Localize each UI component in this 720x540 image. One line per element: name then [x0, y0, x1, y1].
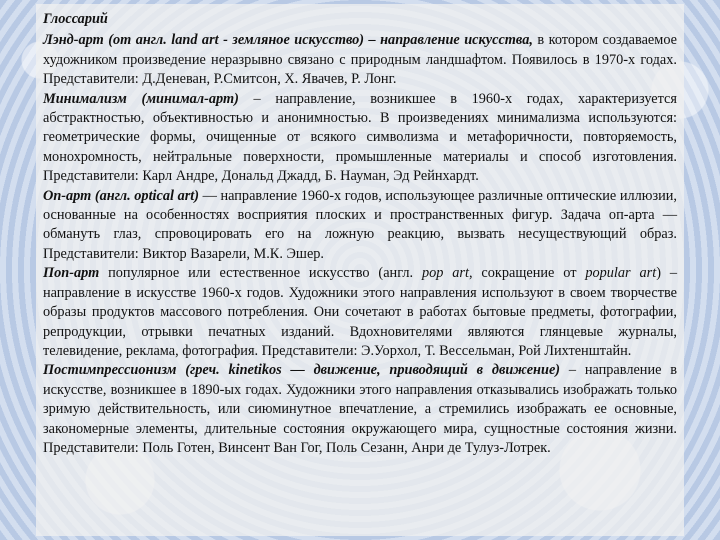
- glossary-panel: [36, 4, 684, 536]
- entry-land-art: [43, 31, 677, 89]
- page-title: Глоссарий: [43, 11, 108, 27]
- pop-art-english: pop art: [421, 265, 469, 282]
- definition-op-art: — направление 1960-х годов, использующее различные оптические иллюзии, основанные на особенностях восприятия плоских и пространственных фигур. Задача оп-арта — обмануть глаз, спровоцировать его на ложную реакцию, вызвать несуществующий образ. Представители: Виктор Вазарели, М.К. Эшер.: [43, 187, 677, 262]
- definition-minimalism: – направление, возникшее в 1960-х годах, характеризуется абстрактностью, объективностью и анонимностью. В произведениях минимализма используются: геометрические формы, очищенные от всякого символизма и метафоричности, повторяемость, монохромность, нейтральные поверхности, промышленные материалы и способ изготовления. Представители: Карл Андре, Дональд Джадд, Б. Науман, Эд Рейнхардт.: [43, 90, 677, 185]
- definition-land-art: в котором создаваемое художником произведение неразрывно связано с природным ландшафтом. Появилось в 1970-х годах. Представители: Д.Деневан, Р.Смитсон, Х. Явачев, Р. Лонг.: [43, 32, 677, 88]
- term-post-impressionism: Постимпрессионизм (греч. kinetikos — движение, приводящий в движение): [43, 362, 561, 379]
- entry-op-art: [43, 187, 677, 265]
- definition-post-impressionism: – направление в искусстве, возникшее в 1890-ых годах. Художники этого направления отказывались изображать только зримую действительность, или сиюминутное впечатление, а стремились изображать ее основные, закономерные элементы, длительные состояния окружающего мира, сущностные состояния жизни. Представители: Поль Готен, Винсент Ван Гог, Поль Сезанн, Анри де Тулуз-Лотрек.: [43, 362, 678, 456]
- term-op-art: Оп-арт (англ. optical art): [43, 187, 200, 204]
- term-land-art: Лэнд-арт (от англ. land art - земляное искусство) – направление искусства,: [43, 32, 533, 49]
- popular-art-english: popular art: [585, 265, 657, 282]
- term-minimalism: Минимализм (минимал-арт): [43, 90, 239, 107]
- entry-minimalism: [43, 90, 677, 187]
- entry-post-impressionism: [43, 361, 677, 458]
- definition-pop-art-c: ) – направление в искусстве 1960-х годов. Художники этого направления используют в своем творчестве образы продуктов массового потребления. Они сочетают в работах бытовые предметы, фотографии, репродукции, отрывки печатных изданий. Вдохновителями являются глянцевые журналы, телевидение, реклама, фотография. Представители: Э.Уорхол, Т. Вессельман, Рой Лихтенштайн.: [43, 265, 677, 359]
- term-pop-art: Поп-арт: [43, 265, 100, 282]
- definition-pop-art-a: популярное или естественное искусство (англ.: [99, 265, 422, 282]
- entry-pop-art: [43, 264, 677, 361]
- definition-pop-art-b: , сокращение от: [468, 265, 586, 282]
